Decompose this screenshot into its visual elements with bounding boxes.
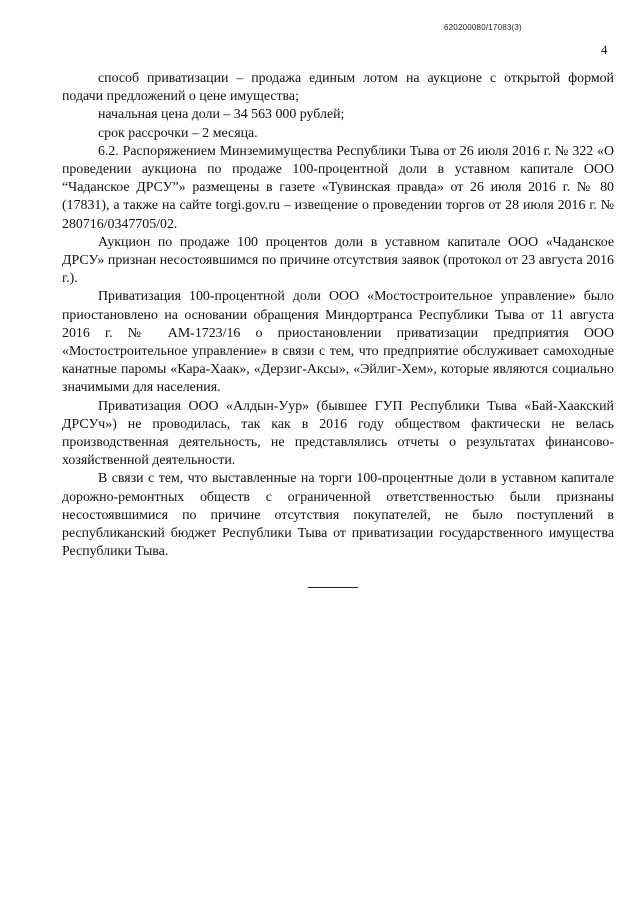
paragraph: Аукцион по продаже 100 процентов доли в уставном капитале ООО «Чаданское ДРСУ» признан несостоявшимся по причине отсутствия заявок (протокол от 23 августа 2016 г.). [62,234,614,287]
paragraph: начальная цена доли – 34 563 000 рублей; [98,107,345,123]
paragraph: срок рассрочки – 2 месяца. [98,125,258,141]
paragraph: способ приватизации – продажа единым лотом на аукционе с открытой формой подачи предложений о цене имущества; [62,71,614,105]
end-separator-line [308,587,358,588]
paragraph: Приватизация ООО «Алдын-Уур» (бывшее ГУП Республики Тыва «Бай-Хаакский ДРСУч») не проводилась, так как в 2016 году обществом фактически не велась производственная деятельность, не представлялись отчеты о результатах финансово-хозяйственной деятельности. [62,398,614,469]
paragraph: Приватизация 100-процентной доли ООО «Мостостроительное управление» было приостановлено на основании обращения Миндортранса Республики Тыва от 11 августа 2016 г. № АМ-1723/16 о приостановлении приватизации предприятия ООО «Мостостроительное управление» в связи с тем, что предприятие обслуживает самоходные канатные паромы «Кара-Хаак», «Дерзиг-Аксы», «Эйлиг-Хем», которые являются социально значимыми для населения. [62,289,614,396]
document-code: 620200080/17083(3) [444,23,522,32]
paragraph: 6.2. Распоряжением Минземимущества Республики Тыва от 26 июля 2016 г. № 322 «О проведении аукциона по продаже 100-процентной доли в уставном капитале ООО “Чаданское ДРСУ”» размещены в газете «Тувинская правда» от 26 июля 2016 г. № 80 (17831), а также на сайте torgi.gov.ru – извещение о проведении торгов от 28 июля 2016 г. № 280716/0347705/02. [62,143,614,232]
page-number: 4 [601,42,608,57]
paragraph: В связи с тем, что выставленные на торги 100-процентные доли в уставном капитале дорожно-ремонтных обществ с ограниченной ответственностью были признаны несостоявшимися по причине отсутствия покупателей, не было поступлений в республиканский бюджет Республики Тыва от приватизации государственного имущества Республики Тыва. [62,471,614,560]
document-body [62,70,614,561]
